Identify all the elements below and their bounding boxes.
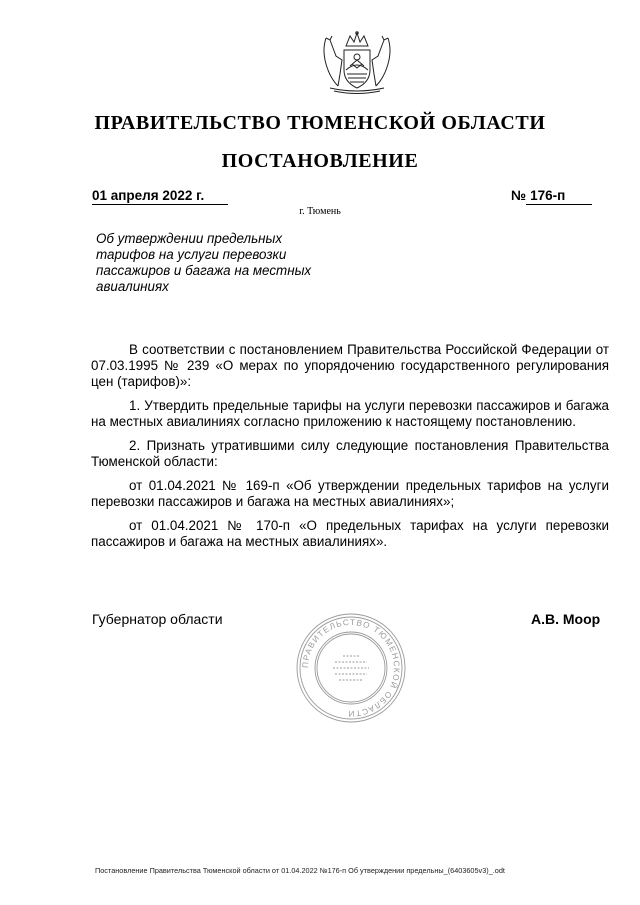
document-number-block [511, 188, 605, 205]
body-paragraph: 1. Утвердить предельные тарифы на услуги перевозки пассажиров и багажа на местных авиалиниях согласно приложению к настоящему постановлению. [91, 398, 609, 429]
body-paragraph: В соответствии с постановлением Правительства Российской Федерации от 07.03.1995 № 239 «О мерах по упорядочению государственного регулирования цен (тарифов)»: [91, 342, 609, 389]
document-number: 176-п [526, 188, 592, 205]
document-city: г. Тюмень [299, 206, 341, 217]
signer-name: А.В. Моор [531, 611, 601, 627]
signer-title: Губернатор области [92, 611, 223, 627]
document-footer: Постановление Правительства Тюменской области от 01.04.2022 №176-п Об утверждении предельны_(6403605v3)_.odt [95, 866, 505, 875]
body-paragraph: от 01.04.2021 № 170-п «О предельных тарифах на услуги перевозки пассажиров и багажа на местных авиалиниях». [91, 518, 609, 549]
tyumen-coat-of-arms-icon [316, 30, 398, 96]
document-subject: Об утверждении предельных тарифов на услуги перевозки пассажиров и багажа на местных авиалиниях [96, 231, 312, 294]
document-date: 01 апреля 2022 г. [92, 188, 228, 205]
document-type: ПОСТАНОВЛЕНИЕ [221, 150, 419, 172]
seal-ring-text: ПРАВИТЕЛЬСТВО ТЮМЕНСКОЙ ОБЛАСТИ [300, 617, 402, 719]
body-paragraph: от 01.04.2021 № 169-п «Об утверждении предельных тарифов на услуги перевозки пассажиров и багажа на местных авиалиниях»; [91, 478, 609, 509]
document-body [91, 342, 609, 558]
official-seal [295, 612, 407, 724]
body-paragraph: 2. Признать утратившими силу следующие постановления Правительства Тюменской области: [91, 438, 609, 469]
organization-title: ПРАВИТЕЛЬСТВО ТЮМЕНСКОЙ ОБЛАСТИ [94, 112, 546, 134]
number-prefix: № [511, 188, 527, 203]
